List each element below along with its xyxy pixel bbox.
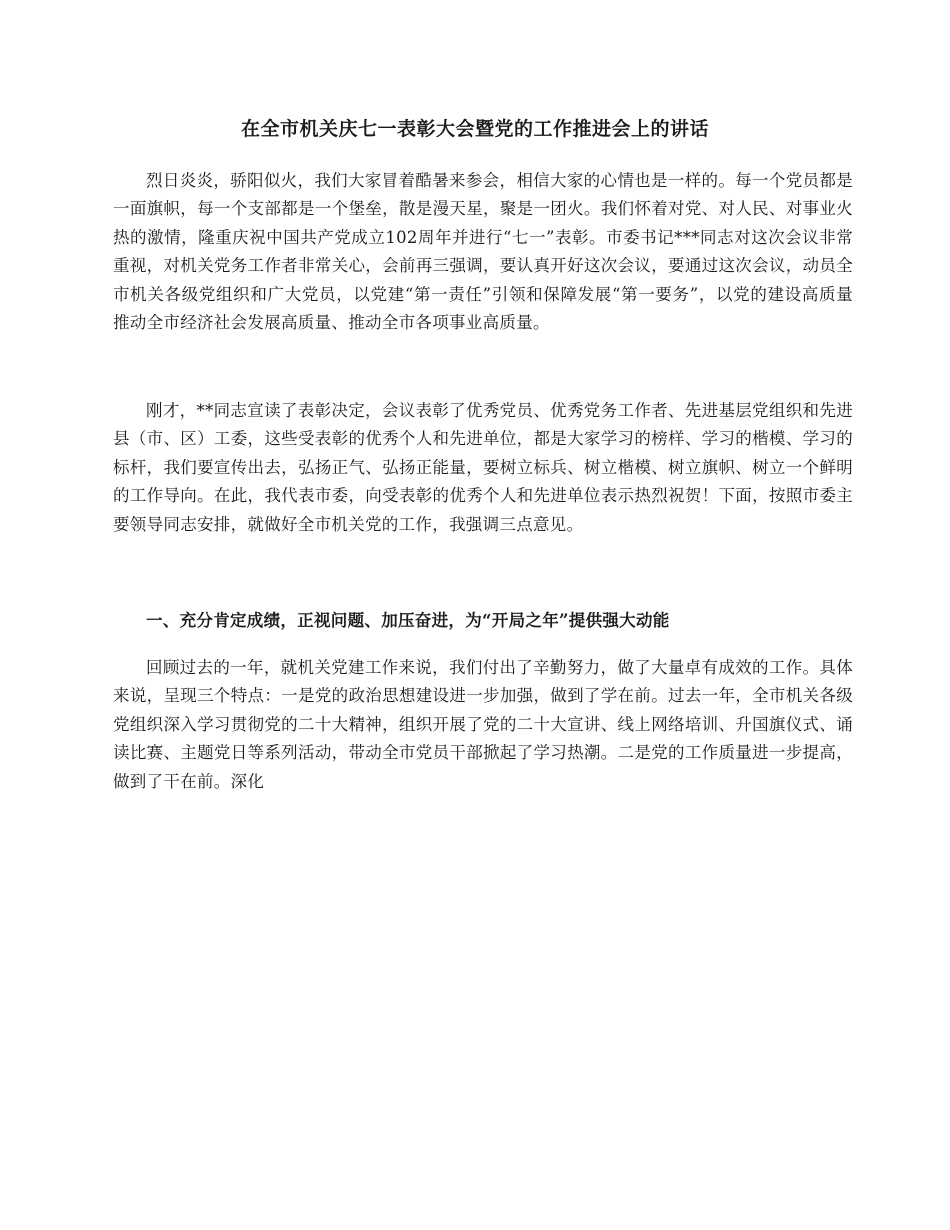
- paragraph-opening: 烈日炎炎，骄阳似火，我们大家冒着酷暑来参会，相信大家的心情也是一样的。每一个党员都是一面旗帜，每一个支部都是一个堡垒，散是漫天星，聚是一团火。我们怀着对党、对人民、对事业火热的激情，隆重庆祝中国共产党成立102周年并进行“七一”表彰。市委书记***同志对这次会议非常重视，对机关党务工作者非常关心，会前再三强调，要认真开好这次会议，要通过这次会议，动员全市机关各级党组织和广大党员，以党建“第一责任”引领和保障发展“第一要务”，以党的建设高质量推动全市经济社会发展高质量、推动全市各项事业高质量。: [113, 171, 853, 333]
- paragraph-section-one: 回顾过去的一年，就机关党建工作来说，我们付出了辛勤努力，做了大量卓有成效的工作。具体来说，呈现三个特点：一是党的政治思想建设进一步加强，做到了学在前。过去一年，全市机关各级党组织深入学习贯彻党的二十大精神，组织开展了党的二十大宣讲、线上网络培训、升国旗仪式、诵读比赛、主题党日等系列活动，带动全市党员干部掀起了学习热潮。二是党的工作质量进一步提高，做到了干在前。深化: [113, 658, 853, 791]
- paragraph-commendation: 刚才，**同志宣读了表彰决定，会议表彰了优秀党员、优秀党务工作者、先进基层党组织和先进县（市、区）工委，这些受表彰的优秀个人和先进单位，都是大家学习的榜样、学习的楷模、学习的标杆，我们要宣传出去，弘扬正气、弘扬正能量，要树立标兵、树立楷模、树立旗帜、树立一个鲜明的工作导向。在此，我代表市委，向受表彰的优秀个人和先进单位表示热烈祝贺！下面，按照市委主要领导同志安排，就做好全市机关党的工作，我强调三点意见。: [113, 401, 853, 534]
- section-heading-one: 一、充分肯定成绩，正视问题、加压奋进，为“开局之年”提供强大动能: [146, 611, 670, 630]
- document-title: 在全市机关庆七一表彰大会暨党的工作推进会上的讲话: [240, 118, 709, 140]
